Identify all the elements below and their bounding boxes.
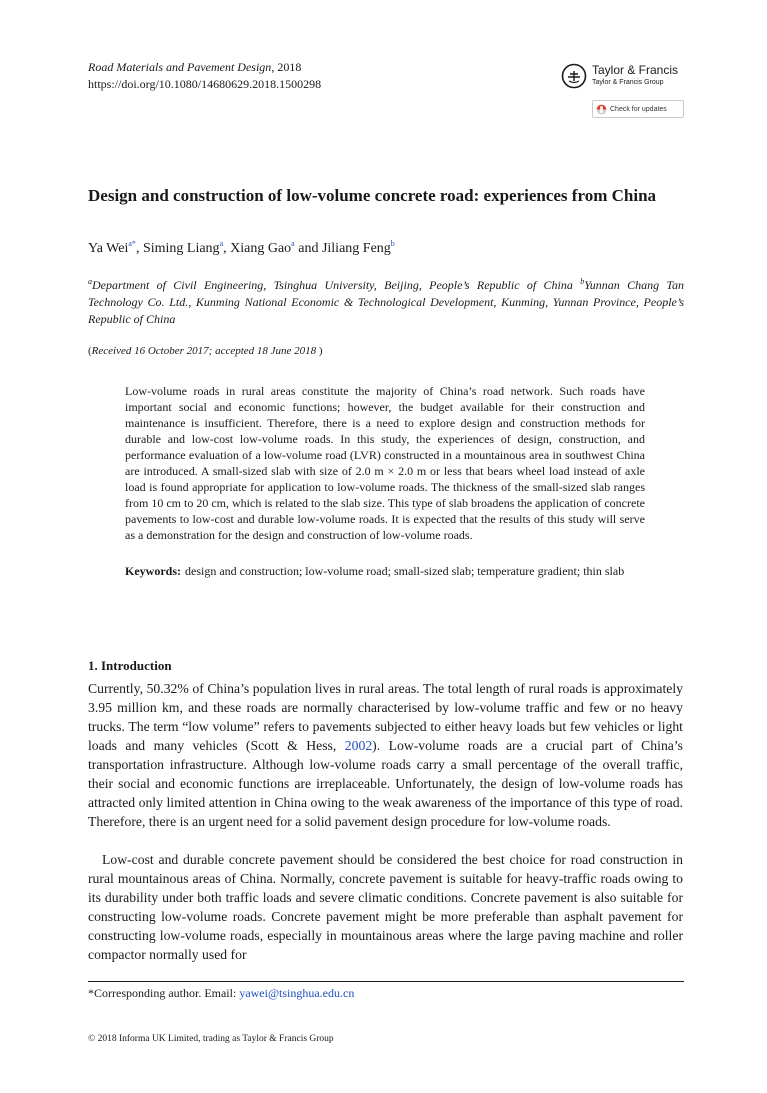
footnote-divider bbox=[88, 981, 684, 982]
taylor-francis-logo-icon bbox=[561, 63, 587, 89]
keywords bbox=[125, 563, 645, 579]
body-paragraph: Low-cost and durable concrete pavement should be considered the best choice for road construction in rural mountainous areas of China. Normally, concrete pavement is suitable for heavy-traffic roads owing to its durability under both traffic loads and severe climatic conditions. Concrete pavement is also suitable for constructing low-volume roads. Concrete pavement might be more preferable than asphalt pavement for constructing low-volume roads, especially in mountainous areas where the large paving machine and roller compactor normally used for bbox=[88, 852, 683, 962]
body-text: ). Low-volume roads are a crucial part of China’s transportation infrastructure. Although low-volume roads carry a small percentage of the overall traffic, their social and economic functions are irreplaceable. Unfortunately, the design of low-volume roads has attracted only limited attention in China owing to the weak awareness of the importance of this type of road. Therefore, there is an urgent need for a solid pavement design procedure for low-volume roads. bbox=[88, 738, 683, 829]
affiliation-b: Yunnan Chang Tan Technology Co. Ltd., Kunming National Economic & Technological Development, Kunming, Yunnan Province, People’s Republic of China bbox=[88, 278, 685, 326]
affiliation-label-a: a bbox=[88, 277, 92, 286]
citation-link[interactable]: 2002 bbox=[344, 738, 373, 753]
footnote-label: *Corresponding author. Email: bbox=[88, 986, 240, 1000]
check-for-updates-button[interactable] bbox=[592, 100, 684, 118]
received-open-paren: ( bbox=[88, 345, 92, 357]
check-for-updates-label: Check for updates bbox=[610, 105, 667, 113]
publisher-name: Taylor & Francis bbox=[592, 63, 679, 77]
received-text: Received 16 October 2017; accepted 18 June 2018 bbox=[91, 345, 317, 357]
body-paragraph bbox=[88, 679, 683, 831]
keywords-text: design and construction; low-volume road; small-sized slab; temperature gradient; thin slab bbox=[185, 564, 625, 578]
section-heading-introduction: 1. Introduction bbox=[88, 658, 172, 673]
author-name: Xiang Gao bbox=[230, 241, 292, 256]
author-affiliation-marker[interactable]: a* bbox=[128, 239, 136, 248]
author-name: Jiliang Feng bbox=[321, 241, 391, 256]
journal-year: , 2018 bbox=[271, 60, 302, 74]
author-list bbox=[88, 235, 395, 258]
author-name: Siming Liang bbox=[142, 241, 220, 256]
corresponding-author-footnote bbox=[88, 985, 354, 1001]
publisher-logo bbox=[561, 61, 691, 91]
received-close-paren: ) bbox=[316, 345, 323, 357]
journal-header bbox=[88, 59, 321, 93]
author-affiliation-marker[interactable]: a bbox=[291, 239, 295, 248]
author-affiliation-marker[interactable]: b bbox=[390, 239, 395, 248]
paper-title: Design and construction of low-volume concrete road: experiences from China bbox=[88, 186, 657, 205]
crossmark-icon bbox=[596, 104, 607, 115]
author-separator: and bbox=[294, 241, 322, 256]
affiliations bbox=[88, 273, 684, 328]
doi-link[interactable]: https://doi.org/10.1080/14680629.2018.1500298 bbox=[88, 77, 322, 91]
affiliation-a: Department of Civil Engineering, Tsinghua University, Beijing, People’s Republic of China bbox=[92, 278, 581, 292]
journal-name: Road Materials and Pavement Design bbox=[88, 60, 272, 74]
author-affiliation-marker[interactable]: a bbox=[219, 239, 224, 248]
publisher-group: Taylor & Francis Group bbox=[592, 79, 664, 86]
author-separator: , bbox=[135, 241, 143, 256]
author-separator: , bbox=[223, 241, 231, 256]
body-text: Currently, 50.32% of China’s population lives in rural areas. The total length of rural roads is approximately 3.95 million km, and these roads are normally characterised by low-volume traffic and few or no heavy trucks. The term “low volume” refers to pavements subjected to either heavy loads but few vehicles or light loads and many vehicles (Scott & Hess, bbox=[88, 681, 683, 753]
received-dates bbox=[88, 344, 323, 359]
author-name: Ya Wei bbox=[88, 241, 129, 256]
affiliation-label-b: b bbox=[580, 277, 585, 286]
abstract: Low-volume roads in rural areas constitute the majority of China’s road network. Such roads have important social and economic functions; however, the budget available for their construction and maintenance is insufficient. Therefore, there is a need to explore design and construction methods for durable and low-cost low-volume roads. In this study, the experiences of design, construction, and performance evaluation of a low-volume road (LVR) constructed in a mountainous area in southwest China are introduced. A small-sized slab with size of 2.0 m × 2.0 m or less that bears wheel load instead of axle load is found appropriate for application to low-volume roads. The thickness of the small-sized slab ranges from 10 cm to 20 cm, which is related to the slab size. This type of slab broadens the application of concrete pavements to low-cost and durable low-volume roads. It is expected that the results of this study will serve as a demonstration for the design and construction of low-volume roads. bbox=[125, 384, 645, 542]
keywords-label: Keywords: bbox=[125, 564, 181, 578]
email-link[interactable]: yawei@tsinghua.edu.cn bbox=[239, 986, 355, 1000]
copyright: © 2018 Informa UK Limited, trading as Taylor & Francis Group bbox=[88, 1034, 334, 1044]
